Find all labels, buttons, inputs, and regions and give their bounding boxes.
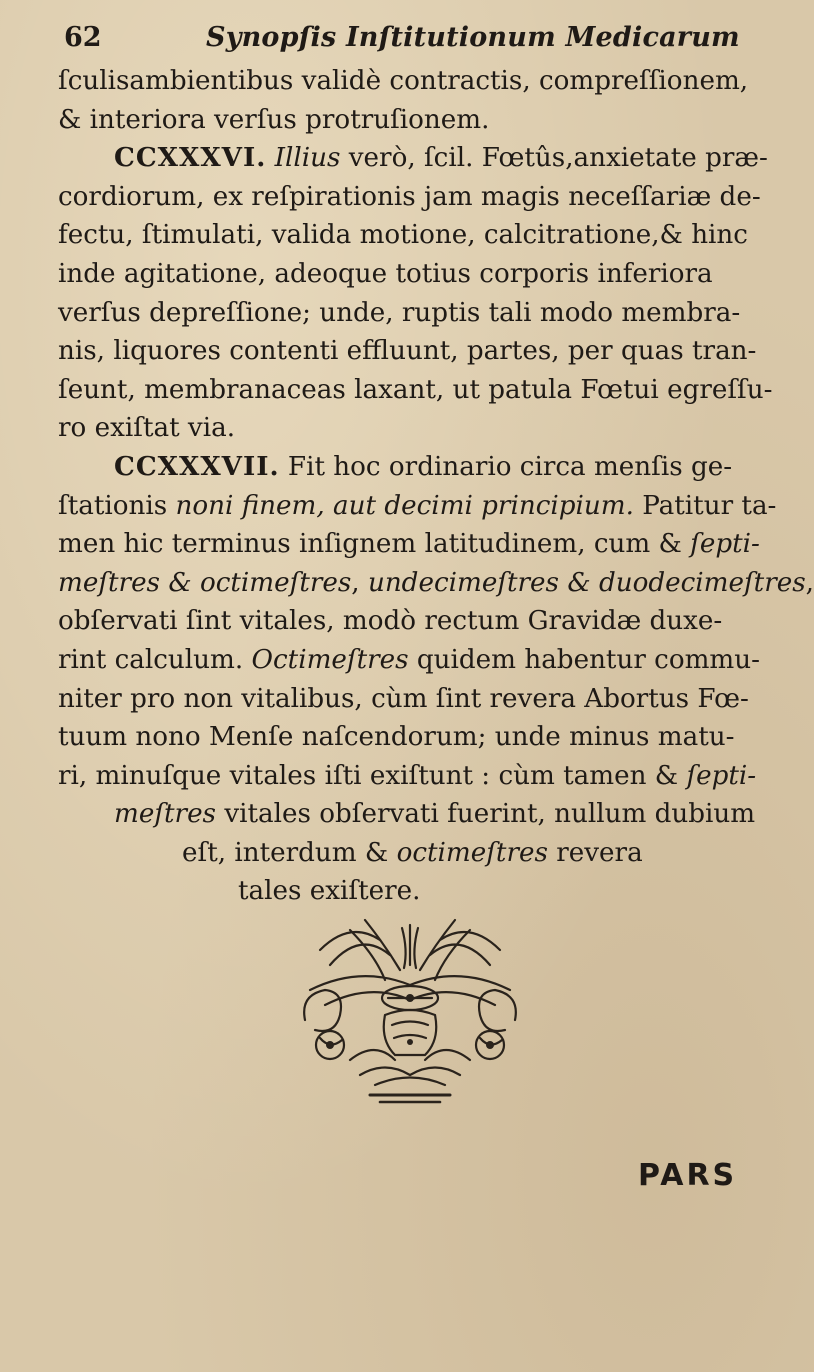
text-span: verò, ſcil. Fœtûs,anxietate præ-: [340, 143, 768, 174]
catchword: PARS: [638, 1158, 738, 1193]
text-line: tuum nono Menſe naſcendorum; unde minus matu-: [58, 722, 735, 753]
italic-text: octimeſtres: [396, 837, 548, 868]
italic-text: meſtres: [58, 567, 169, 598]
text-line: fectu, ſtimulati, valida motione, calcitratione,& hinc: [58, 220, 748, 251]
paragraph-first-line: [58, 139, 768, 178]
text-line: tales exiſtere.: [238, 876, 421, 907]
italic-text: ſepti-: [686, 760, 757, 791]
italic-text: noni finem, aut decimi principium.: [175, 490, 634, 521]
text-line: [58, 525, 758, 564]
text-line: [58, 834, 758, 873]
section-number: CCXXXVII.: [114, 450, 280, 482]
text-line: ſculisambientibus validè contractis, compreſſionem,: [58, 66, 749, 96]
floral-tailpiece-ornament-icon: [290, 910, 530, 1110]
text-line: nis, liquores contenti effluunt, partes, per quas tran-: [58, 336, 757, 367]
text-line: obſervati ſint vitales, modò rectum Gravidæ duxe-: [58, 606, 723, 637]
text-span: eſt, interdum &: [182, 837, 397, 868]
text-line: & interiora verſus protruſionem.: [58, 104, 490, 135]
text-line: [58, 487, 777, 526]
text-line: [58, 757, 758, 796]
italic-text: Illius: [274, 143, 341, 174]
italic-text: Octimeſtres: [251, 644, 409, 675]
page-number: 62: [64, 22, 102, 53]
text-span: revera: [547, 837, 643, 868]
italic-text: & octimeſtres: [168, 567, 352, 598]
text-span: ſtationis: [58, 490, 176, 521]
text-span: ,: [351, 567, 368, 598]
text-line: [58, 564, 814, 603]
section-number: CCXXXVI.: [114, 142, 267, 174]
text-line: niter pro non vitalibus, cùm ſint revera Abortus Fœ-: [58, 683, 749, 714]
text-span: quidem habentur commu-: [408, 644, 760, 675]
text-line: inde agitatione, adeoque totius corporis inferiora: [58, 258, 713, 289]
text-span: men hic terminus inſignem latitudinem, cum &: [58, 529, 691, 560]
body-text: [58, 62, 814, 911]
text-span: ri, minuſque vitales iſti exiſtunt : cùm tamen &: [58, 760, 687, 791]
text-line: [58, 641, 758, 680]
italic-text: meſtres: [114, 799, 217, 830]
text-line: verſus depreſſione; unde, ruptis tali modo membra-: [58, 297, 741, 328]
text-span: ,: [805, 567, 814, 598]
text-line: [58, 795, 758, 834]
running-title: Synopſis Inſtitutionum Medicarum: [206, 22, 740, 53]
text-span: vitales obſervati fuerint, nullum dubium: [216, 799, 756, 830]
italic-text: ſepti-: [690, 529, 760, 560]
page-header: [56, 18, 740, 58]
paragraph-first-line: [58, 448, 758, 487]
text-line: ſeunt, membranaceas laxant, ut patula Fœtui egreſſu-: [58, 374, 773, 405]
text-line: ro exiſtat via.: [58, 413, 236, 444]
text-span: Fit hoc ordinario circa menſis ge-: [279, 451, 733, 482]
text-span: Patitur ta-: [633, 490, 777, 521]
italic-text: undecimeſtres & duodecimeſtres: [367, 567, 806, 598]
text-line: cordiorum, ex reſpirationis jam magis neceſſariæ de-: [58, 181, 761, 212]
text-span: rint calculum.: [58, 644, 252, 675]
